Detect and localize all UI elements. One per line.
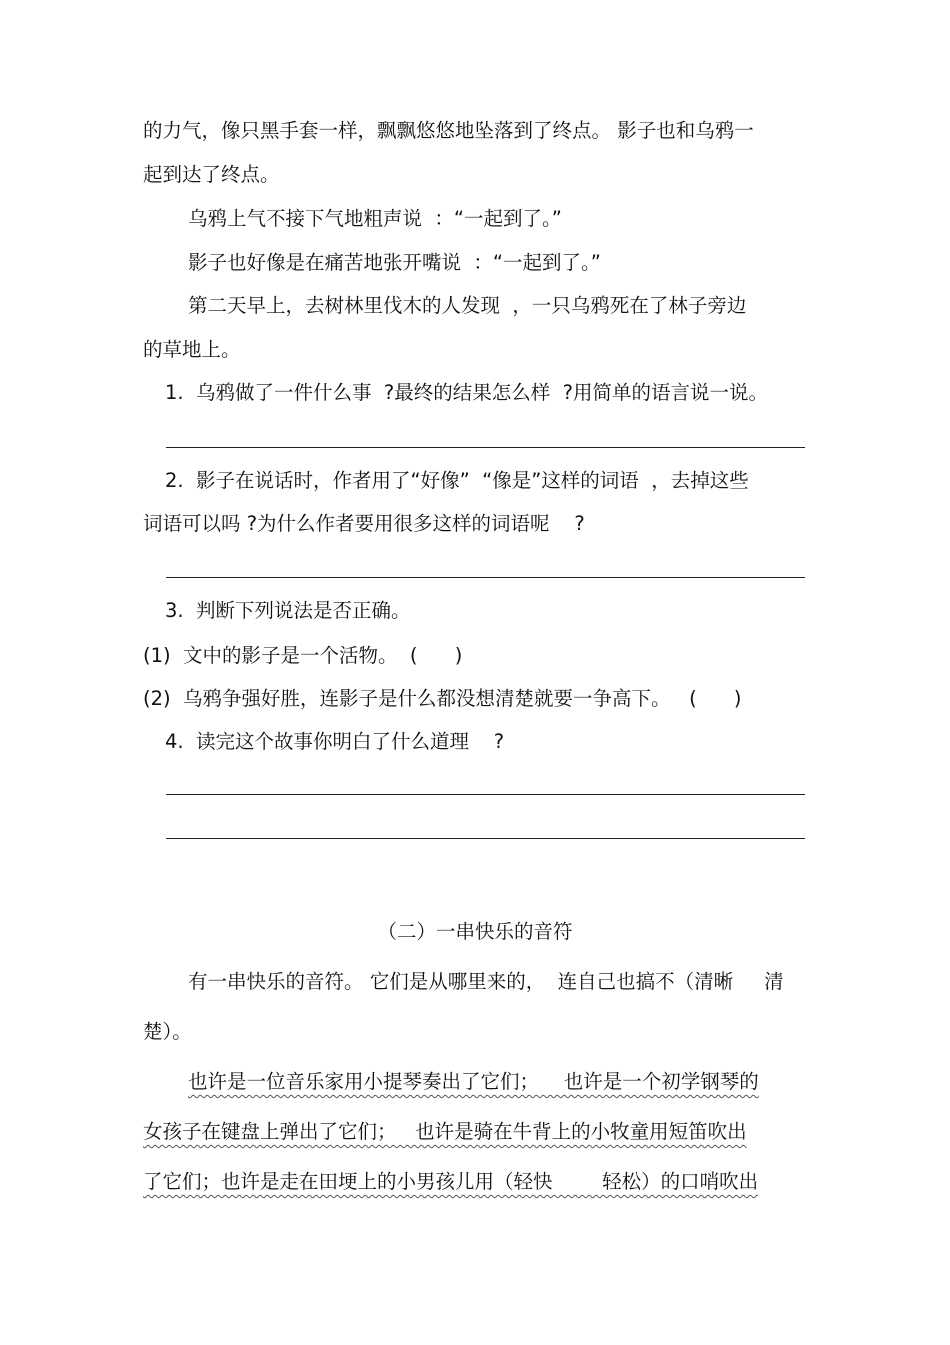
story-line-6: 的草地上。: [143, 338, 241, 361]
story-line-2: 起到达了终点。: [143, 163, 280, 186]
story2-p2-line-3: 了它们；也许是走在田埂上的小男孩儿用（轻快 轻松）的口哨吹出: [143, 1170, 759, 1193]
question-1: 1. 乌鸦做了一件什么事 ?最终的结果怎么样 ?用简单的语言说一说。: [165, 381, 768, 404]
question-3-item-2: (2) 乌鸦争强好胜，连影子是什么都没想清楚就要一争高下。 ( ): [143, 687, 742, 710]
answer-line-q2[interactable]: [166, 577, 805, 578]
question-2-line-2: 词语可以吗 ?为什么作者要用很多这样的词语呢 ?: [143, 512, 585, 535]
story-line-4: 影子也好像是在痛苦地张开嘴说 ：“一起到了。”: [188, 251, 601, 274]
answer-line-q4-2[interactable]: [166, 838, 805, 839]
story2-p1-line-2: 楚）。: [143, 1020, 192, 1043]
story2-p2-line-2: 女孩子在键盘上弹出了它们； 也许是骑在牛背上的小牧童用短笛吹出: [143, 1120, 747, 1143]
question-4: 4. 读完这个故事你明白了什么道理 ?: [165, 730, 505, 753]
story-line-5: 第二天早上，去树林里伐木的人发现 ，一只乌鸦死在了林子旁边: [188, 294, 747, 317]
story-line-1: 的力气，像只黑手套一样，飘飘悠悠地坠落到了终点。 影子也和乌鸦一: [143, 119, 754, 142]
answer-line-q4-1[interactable]: [166, 794, 805, 795]
question-2-line-1: 2. 影子在说话时，作者用了“好像” “像是”这样的词语 ，去掉这些: [165, 469, 749, 492]
answer-line-q1[interactable]: [166, 447, 805, 448]
story2-p2-line-1: 也许是一位音乐家用小提琴奏出了它们； 也许是一个初学钢琴的: [188, 1070, 759, 1093]
question-3-item-1: (1) 文中的影子是一个活物。 ( ): [143, 644, 463, 667]
story2-p1-line-1: 有一串快乐的音符。 它们是从哪里来的， 连自己也搞不（清晰 清: [188, 970, 784, 993]
story-line-3: 乌鸦上气不接下气地粗声说 ：“一起到了。”: [188, 207, 562, 230]
section-title: （二）一串快乐的音符: [377, 920, 573, 943]
question-3: 3. 判断下列说法是否正确。: [165, 599, 411, 622]
